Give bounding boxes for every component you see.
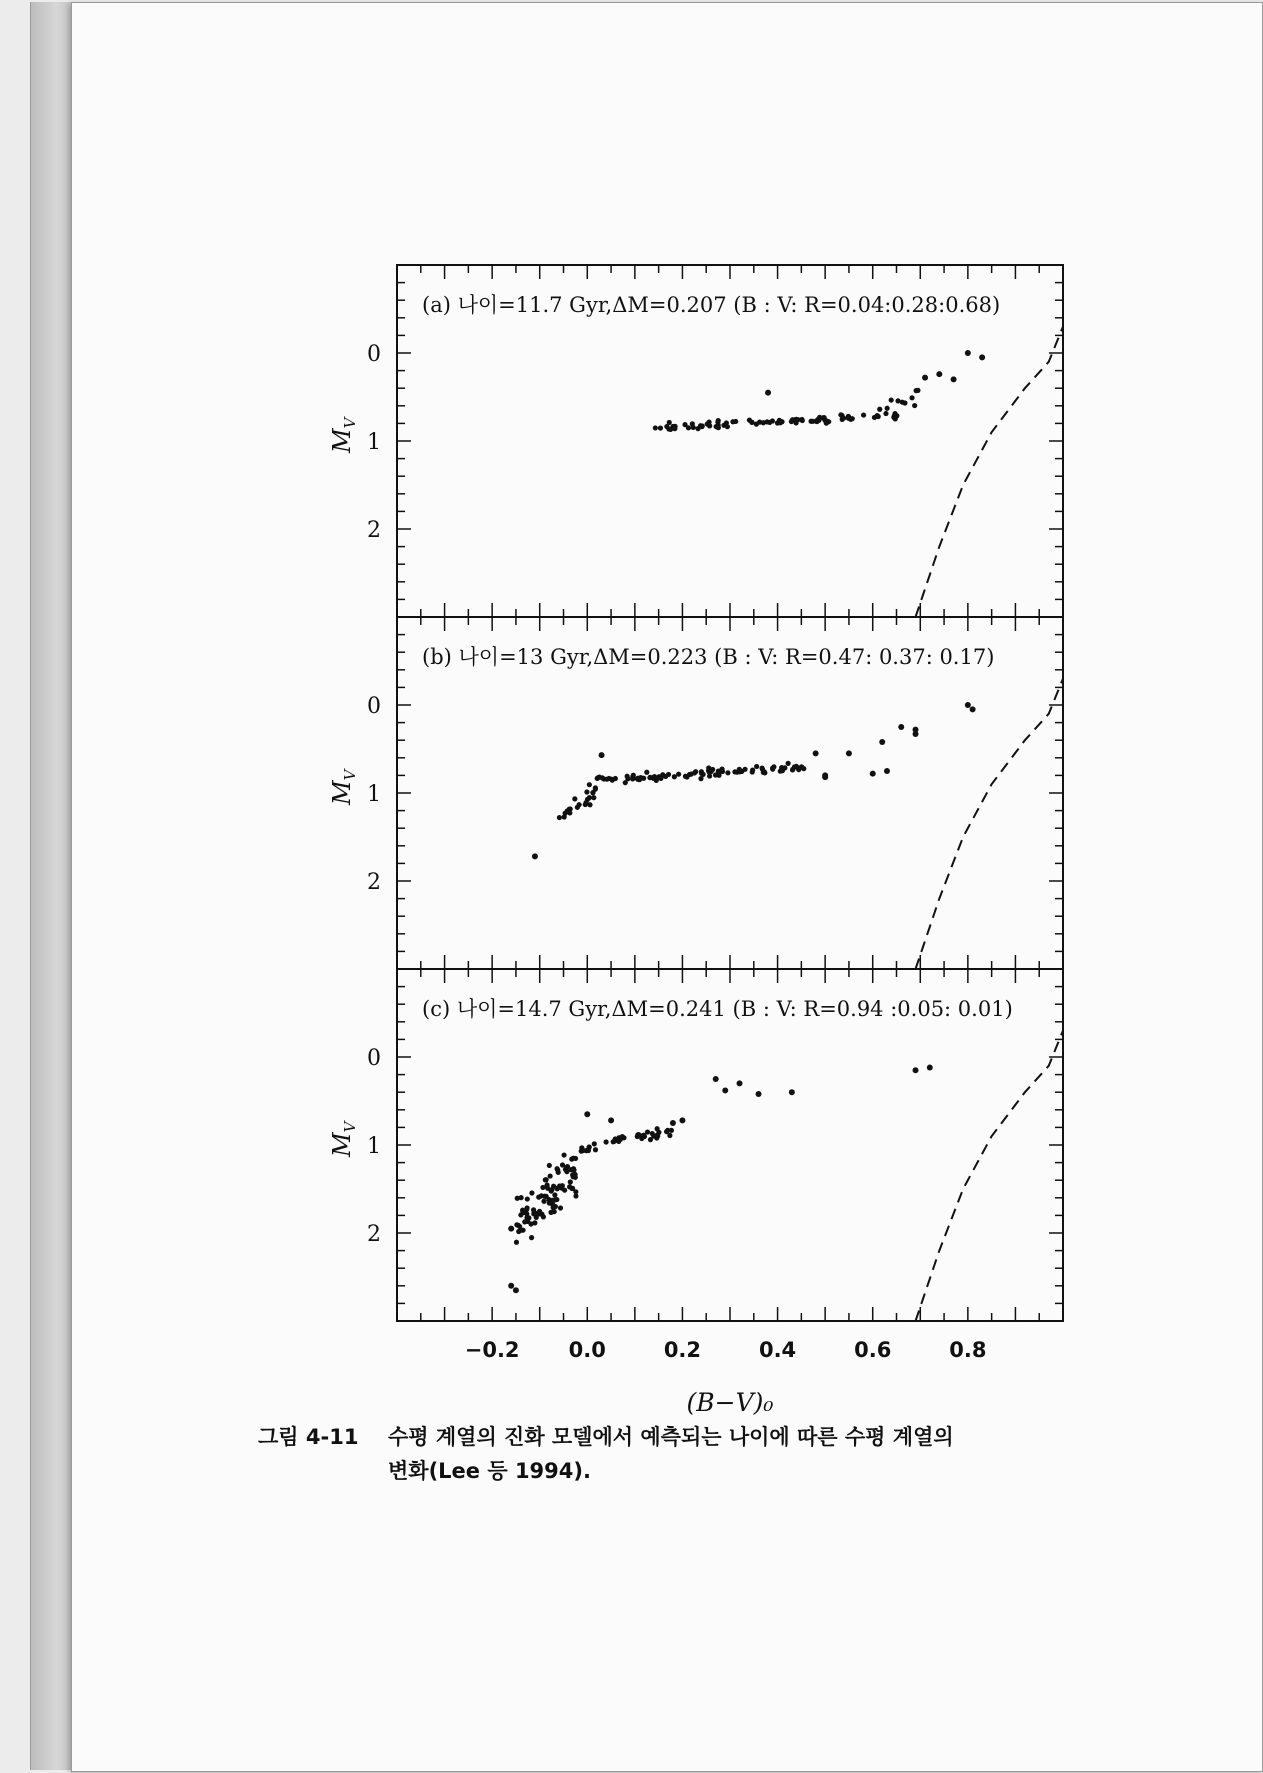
- data-point: [672, 424, 677, 429]
- data-point: [608, 1117, 614, 1123]
- data-point: [514, 1240, 519, 1245]
- data-point: [822, 418, 827, 423]
- data-point: [734, 770, 739, 775]
- data-point: [571, 1166, 576, 1171]
- y-tick-label: 1: [367, 1134, 381, 1159]
- data-point: [705, 421, 710, 426]
- data-point: [654, 1135, 659, 1140]
- data-point: [562, 1188, 567, 1193]
- scatter-points: [532, 702, 976, 859]
- data-point: [979, 354, 985, 360]
- data-point: [551, 1205, 556, 1210]
- data-point: [616, 1139, 621, 1144]
- data-point: [524, 1215, 529, 1220]
- data-point: [870, 771, 876, 777]
- data-point: [631, 773, 636, 778]
- y-tick-label: 2: [367, 518, 381, 543]
- data-point: [639, 1136, 644, 1141]
- data-point: [597, 774, 602, 779]
- data-point: [565, 1164, 570, 1169]
- data-point: [546, 1197, 551, 1202]
- data-point: [667, 1133, 672, 1138]
- data-point: [665, 1128, 670, 1133]
- data-point: [808, 419, 813, 424]
- data-point: [913, 1067, 919, 1073]
- x-tick-label: 0.8: [949, 1338, 987, 1362]
- data-point: [592, 1141, 597, 1146]
- y-axis-label: $M_V$: [328, 769, 359, 805]
- data-point: [547, 1163, 552, 1168]
- data-point: [667, 420, 672, 425]
- data-point: [813, 750, 819, 756]
- data-point: [789, 1089, 795, 1095]
- data-point: [699, 424, 704, 429]
- data-point: [635, 1134, 640, 1139]
- caption-line2: 변화(Lee 등 1994).: [388, 1459, 591, 1483]
- data-point: [725, 770, 730, 775]
- panel-label: (c) 나이=14.7 Gyr,ΔM=0.241 (B : V: R=0.94 :0.05: 0.01): [422, 997, 1013, 1021]
- data-point: [706, 765, 711, 770]
- x-tick-label: 0.4: [758, 1338, 797, 1362]
- y-tick-label: 0: [367, 1046, 381, 1071]
- x-tick-label: −0.2: [464, 1338, 520, 1362]
- data-point: [647, 775, 652, 780]
- panel-label: (a) 나이=11.7 Gyr,ΔM=0.207 (B : V: R=0.04:0.28:0.68): [422, 293, 1001, 317]
- data-point: [584, 789, 589, 794]
- x-tick-label: 0.6: [854, 1338, 892, 1362]
- data-point: [877, 407, 882, 412]
- data-point: [553, 1197, 558, 1202]
- data-point: [531, 1209, 536, 1214]
- data-point: [652, 774, 657, 779]
- data-point: [872, 415, 877, 420]
- data-point: [623, 780, 628, 785]
- data-point: [879, 739, 885, 745]
- data-point: [599, 752, 605, 758]
- data-point: [794, 764, 799, 769]
- data-point: [625, 774, 630, 779]
- data-point: [524, 1205, 529, 1210]
- data-point: [716, 425, 721, 430]
- panel-label: (b) 나이=13 Gyr,ΔM=0.223 (B : V: R=0.47: 0.37: 0.17): [422, 645, 995, 669]
- data-point: [613, 776, 618, 781]
- data-point: [513, 1287, 519, 1293]
- data-point: [670, 1120, 676, 1126]
- dashed-curve: [916, 327, 1063, 617]
- data-point: [895, 398, 900, 403]
- y-axis-label: $M_V$: [328, 1121, 359, 1157]
- data-point: [713, 1076, 719, 1082]
- data-point: [552, 1192, 557, 1197]
- data-point: [587, 782, 592, 787]
- data-point: [668, 427, 673, 432]
- data-point: [658, 425, 663, 430]
- data-point: [778, 420, 783, 425]
- data-point: [545, 1186, 550, 1191]
- data-point: [754, 764, 759, 769]
- data-point: [557, 815, 562, 820]
- data-point: [965, 350, 971, 356]
- data-point: [568, 1179, 573, 1184]
- data-point: [551, 1184, 556, 1189]
- data-point: [846, 416, 851, 421]
- data-point: [676, 772, 681, 777]
- y-tick-label: 0: [367, 342, 381, 367]
- data-point: [747, 418, 752, 423]
- data-point: [722, 1087, 728, 1093]
- data-point: [690, 421, 695, 426]
- dashed-curve: [916, 1031, 1063, 1321]
- y-tick-label: 1: [367, 782, 381, 807]
- data-point: [586, 1148, 591, 1153]
- data-point: [541, 1199, 546, 1204]
- data-point: [927, 1065, 933, 1071]
- data-point: [750, 767, 755, 772]
- data-point: [790, 767, 795, 772]
- data-point: [902, 400, 907, 405]
- data-point: [912, 403, 917, 408]
- data-point: [544, 1177, 549, 1182]
- data-point: [724, 420, 729, 425]
- data-point: [799, 764, 804, 769]
- y-tick-label: 2: [367, 1222, 381, 1247]
- data-point: [965, 702, 971, 708]
- dashed-curve: [916, 679, 1063, 969]
- data-point: [508, 1283, 514, 1289]
- data-point: [569, 1186, 574, 1191]
- data-point: [951, 376, 957, 382]
- caption-line1: 수평 계열의 진화 모델에서 예측되는 나이에 따른 수평 계열의: [388, 1425, 954, 1449]
- data-point: [970, 706, 976, 712]
- data-point: [560, 1162, 565, 1167]
- data-point: [508, 1226, 514, 1232]
- y-tick-label: 2: [367, 870, 381, 895]
- data-point: [719, 769, 724, 774]
- data-point: [936, 371, 942, 377]
- data-point: [730, 419, 735, 424]
- data-point: [756, 1091, 762, 1097]
- data-point: [765, 390, 771, 396]
- caption-label: 그림 4-11: [258, 1425, 359, 1449]
- y-axis-label: $M_V$: [328, 417, 359, 453]
- data-point: [644, 770, 649, 775]
- data-point: [770, 418, 775, 423]
- data-point: [604, 1139, 609, 1144]
- data-point: [689, 772, 694, 777]
- panel-c: [328, 969, 1063, 1417]
- data-point: [573, 1156, 578, 1161]
- data-point: [541, 1214, 546, 1219]
- data-point: [635, 777, 640, 782]
- y-tick-label: 0: [367, 694, 381, 719]
- data-point: [529, 1190, 534, 1195]
- data-point: [679, 1117, 685, 1123]
- data-point: [520, 1228, 525, 1233]
- data-point: [913, 731, 919, 737]
- data-point: [822, 774, 828, 780]
- data-point: [653, 425, 658, 430]
- data-point: [583, 802, 588, 807]
- data-point: [621, 1135, 626, 1140]
- data-point: [841, 416, 846, 421]
- data-point: [898, 724, 904, 730]
- data-point: [656, 774, 661, 779]
- data-point: [532, 853, 538, 859]
- data-point: [846, 750, 852, 756]
- data-point: [521, 1210, 526, 1215]
- data-point: [779, 767, 784, 772]
- data-point: [650, 1131, 655, 1136]
- scatter-points: [508, 1065, 933, 1294]
- data-point: [716, 418, 721, 423]
- data-point: [915, 388, 920, 393]
- scatter-points: [653, 350, 985, 432]
- data-point: [884, 768, 890, 774]
- data-point: [666, 772, 671, 777]
- data-point: [686, 425, 691, 430]
- plot-frame: [397, 617, 1063, 969]
- data-point: [556, 1170, 561, 1175]
- data-point: [572, 796, 577, 801]
- data-point: [529, 1235, 534, 1240]
- data-point: [536, 1195, 541, 1200]
- data-point: [909, 395, 914, 400]
- x-tick-label: 0.0: [568, 1338, 606, 1362]
- panel-a: [328, 265, 1063, 617]
- data-point: [548, 1173, 553, 1178]
- plot-frame: [397, 265, 1063, 617]
- data-point: [894, 413, 899, 418]
- data-point: [604, 777, 609, 782]
- data-point: [611, 1139, 616, 1144]
- data-point: [889, 397, 894, 402]
- data-point: [561, 1152, 566, 1157]
- data-point: [770, 767, 775, 772]
- data-point: [701, 772, 706, 777]
- data-point: [542, 1194, 547, 1199]
- data-point: [761, 770, 766, 775]
- plot-frame: [397, 969, 1063, 1321]
- data-point: [883, 411, 888, 416]
- data-point: [525, 1196, 530, 1201]
- data-point: [558, 1205, 563, 1210]
- data-point: [587, 795, 592, 800]
- data-point: [593, 1147, 598, 1152]
- panel-b: [328, 617, 1063, 969]
- data-point: [584, 1111, 590, 1117]
- data-point: [693, 769, 698, 774]
- x-axis-label: (B−V)₀: [686, 1388, 774, 1417]
- data-point: [796, 417, 801, 422]
- data-point: [761, 420, 766, 425]
- data-point: [713, 772, 718, 777]
- data-point: [540, 1185, 545, 1190]
- data-point: [565, 808, 570, 813]
- data-point: [683, 774, 688, 779]
- data-point: [577, 802, 582, 807]
- data-point: [590, 790, 595, 795]
- data-point: [922, 375, 928, 381]
- x-tick-label: 0.2: [663, 1338, 702, 1362]
- data-point: [737, 1080, 743, 1086]
- data-point: [814, 418, 819, 423]
- data-point: [786, 761, 791, 766]
- figure-caption: [258, 1420, 1138, 1488]
- data-point: [570, 1172, 575, 1177]
- data-point: [656, 1130, 661, 1135]
- data-point: [519, 1195, 524, 1200]
- data-point: [645, 1129, 650, 1134]
- data-point: [861, 412, 866, 417]
- data-point: [532, 1220, 537, 1225]
- data-point: [885, 406, 890, 411]
- y-tick-label: 1: [367, 430, 381, 455]
